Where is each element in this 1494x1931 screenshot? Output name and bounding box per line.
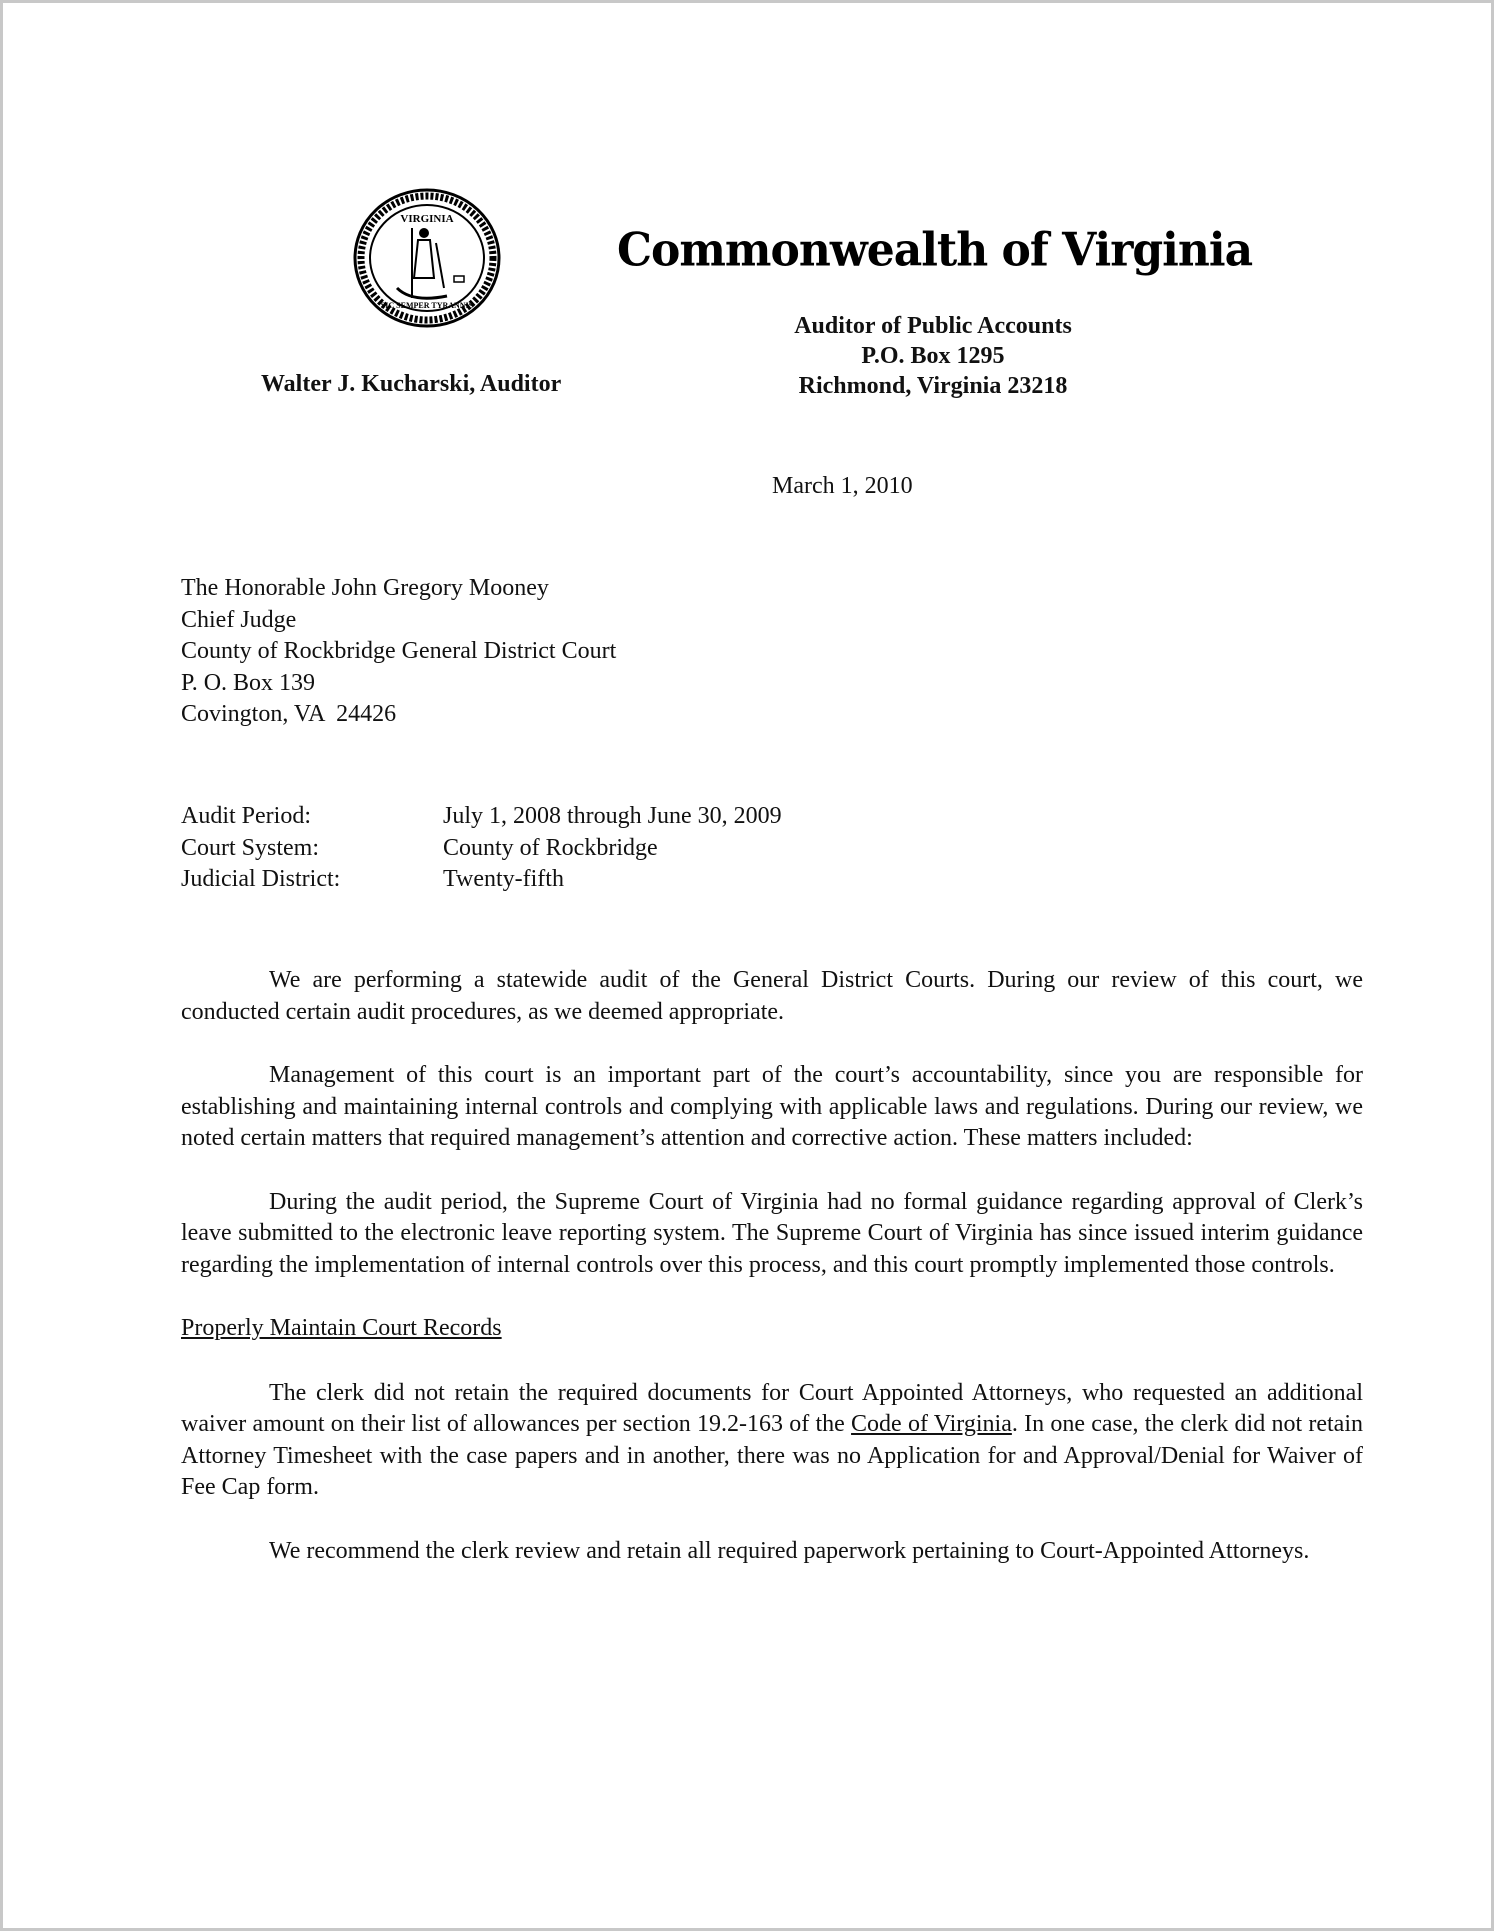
audit-info-row bbox=[181, 864, 782, 896]
court-system-value: County of Rockbridge bbox=[443, 834, 658, 861]
svg-text:VIRGINIA: VIRGINIA bbox=[400, 213, 454, 225]
office-city: Richmond, Virginia 23218 bbox=[798, 373, 1068, 399]
paragraph-leave-guidance: During the audit period, the Supreme Court of Virginia had no formal guidance regarding approval of Clerk’s leave submitted to the electronic leave reporting system. The Supreme Court of Virginia has since issued interim guidance regarding the implementation of internal controls over this process, and this court promptly implemented those controls. bbox=[181, 1188, 1363, 1278]
paragraph-intro: We are performing a statewide audit of the General District Courts. During our review of this court, we conducted certain audit procedures, as we deemed appropriate. bbox=[181, 967, 1363, 1025]
office-name: Auditor of Public Accounts bbox=[794, 313, 1072, 339]
audit-info-row bbox=[181, 833, 782, 865]
audit-period-value: July 1, 2008 through June 30, 2009 bbox=[443, 803, 782, 829]
virginia-state-seal-icon bbox=[352, 188, 502, 328]
finding-text-start: The clerk did not retain the required documents for Court Appointed Attorneys, who requested an additional waiver amount on their list of allowances per section 19.2-163 of the bbox=[181, 1379, 1363, 1437]
recipient-name: The Honorable John Gregory Mooney bbox=[181, 575, 549, 601]
recipient-city: Covington, VA 24426 bbox=[181, 701, 397, 727]
letter-date: March 1, 2010 bbox=[772, 473, 913, 499]
section-heading: Properly Maintain Court Records bbox=[181, 1315, 502, 1341]
office-po-box: P.O. Box 1295 bbox=[861, 343, 1005, 369]
judicial-district-label: Judicial District: bbox=[181, 866, 341, 892]
auditor-name: Walter J. Kucharski, Auditor bbox=[261, 371, 562, 397]
paragraph-finding bbox=[181, 1378, 1363, 1504]
office-address bbox=[703, 311, 1163, 401]
letterhead-title: Commonwealth of Virginia bbox=[617, 223, 1253, 278]
court-system-label: Court System: bbox=[181, 834, 320, 861]
recipient-title: Chief Judge bbox=[181, 606, 297, 633]
finding-text-end: . In one case, the clerk did not retain Attorney Timesheet with the case papers and in another, there was no Application for and Approval/Denial for Waiver of Fee Cap form. bbox=[181, 1411, 1363, 1500]
letter-body bbox=[181, 965, 1363, 1599]
audit-info-table bbox=[181, 801, 782, 896]
code-of-virginia-reference: Code of Virginia bbox=[851, 1411, 1012, 1437]
judicial-district-value: Twenty-fifth bbox=[443, 866, 564, 892]
audit-info-row bbox=[181, 801, 782, 833]
recipient-po-box: P. O. Box 139 bbox=[181, 669, 316, 696]
paragraph-recommendation: We recommend the clerk review and retain all required paperwork pertaining to Court-Appointed Attorneys. bbox=[269, 1537, 1310, 1564]
svg-text:SIC SEMPER TYRANNIS: SIC SEMPER TYRANNIS bbox=[380, 301, 474, 310]
recipient-address bbox=[181, 573, 616, 731]
paragraph-management: Management of this court is an important part of the court’s accountability, since you are responsible for establishing and maintaining internal controls and complying with applicable laws and regulations. During our review, we noted certain matters that required management’s attention and corrective action. These matters included: bbox=[181, 1062, 1363, 1151]
audit-period-label: Audit Period: bbox=[181, 803, 311, 829]
recipient-court: County of Rockbridge General District Court bbox=[181, 638, 617, 664]
